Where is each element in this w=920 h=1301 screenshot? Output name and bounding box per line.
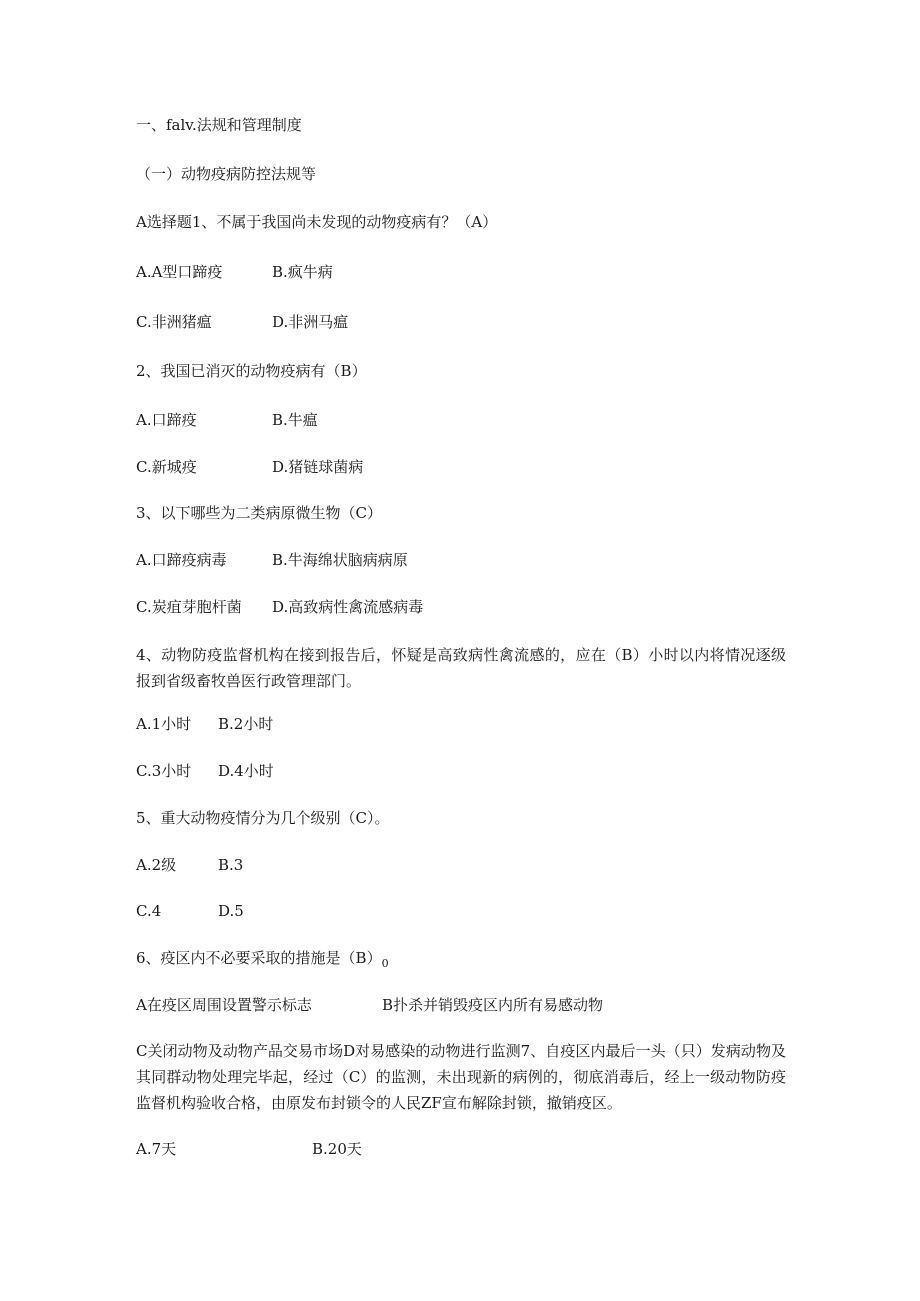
option-row bbox=[136, 262, 333, 282]
option-row bbox=[136, 761, 274, 781]
option-c: C.新城疫 bbox=[136, 458, 197, 476]
option-b: B.牛海绵状脑病病原 bbox=[272, 551, 408, 569]
option-row bbox=[136, 410, 318, 430]
option-b: B.2小时 bbox=[218, 715, 274, 733]
option-d: D.非洲马瘟 bbox=[272, 313, 349, 331]
option-c: C.3小时 bbox=[136, 762, 192, 780]
question-stem: 2、我国已消灭的动物疫病有（B） bbox=[136, 362, 367, 380]
option-b: B.3 bbox=[218, 856, 244, 874]
option-a: A.1小时 bbox=[136, 715, 192, 733]
option-a: A.口蹄疫 bbox=[136, 411, 197, 429]
option-d: D.猪链球菌病 bbox=[272, 458, 364, 476]
option-row bbox=[136, 901, 244, 921]
question-stem: C关闭动物及动物产品交易市场D对易感染的动物进行监测7、自疫区内最后一头（只）发病动物及其同群动物处理完毕起，经过（C）的监测，未出现新的病例的，彻底消毒后，经上一级动物防疫监督机构验收合格，由原发布封锁令的人民ZF宣布解除封锁，撤销疫区。 bbox=[136, 1042, 786, 1112]
option-row bbox=[136, 312, 348, 332]
option-a: A.7天 bbox=[136, 1140, 177, 1158]
option-row bbox=[136, 457, 363, 477]
question-stem bbox=[136, 948, 389, 974]
option-d: D.高致病性禽流感病毒 bbox=[272, 598, 424, 616]
question-stem-suffix: 0 bbox=[381, 957, 389, 970]
question-stem: A选择题1、不属于我国尚未发现的动物疫病有？（A） bbox=[136, 213, 498, 231]
option-row bbox=[136, 855, 243, 875]
option-a: A.2级 bbox=[136, 856, 177, 874]
option-a: A.A型口蹄疫 bbox=[136, 263, 223, 281]
question-stem: 3、以下哪些为二类病原微生物（C） bbox=[136, 504, 383, 522]
option-a: A.口蹄疫病毒 bbox=[136, 551, 227, 569]
question-stem-text: 6、疫区内不必要采取的措施是（B） bbox=[136, 949, 382, 967]
option-b: B.疯牛病 bbox=[272, 263, 333, 281]
option-b: B.20天 bbox=[312, 1140, 362, 1158]
section-heading: 一、falv.法规和管理制度 bbox=[136, 116, 302, 134]
option-row bbox=[136, 597, 423, 617]
option-c: C.4 bbox=[136, 902, 162, 920]
option-d: D.4小时 bbox=[218, 762, 274, 780]
option-c: C.炭疽芽胞杆菌 bbox=[136, 598, 242, 616]
option-a: A在疫区周围设置警示标志 bbox=[136, 996, 312, 1014]
option-b: B扑杀并销毁疫区内所有易感动物 bbox=[382, 996, 604, 1014]
question-stem: 4、动物防疫监督机构在接到报告后，怀疑是高致病性禽流感的，应在（B）小时以内将情况逐级报到省级畜牧兽医行政管理部门。 bbox=[136, 646, 786, 690]
option-row bbox=[136, 714, 273, 734]
option-b: B.牛瘟 bbox=[272, 411, 318, 429]
option-row bbox=[136, 550, 408, 570]
subsection-heading: （一）动物疫病防控法规等 bbox=[136, 165, 317, 183]
option-c: C.非洲猪瘟 bbox=[136, 313, 212, 331]
option-row bbox=[136, 1139, 362, 1159]
option-d: D.5 bbox=[218, 902, 244, 920]
option-row bbox=[136, 995, 603, 1015]
question-stem: 5、重大动物疫情分为几个级别（C）。 bbox=[136, 809, 390, 827]
